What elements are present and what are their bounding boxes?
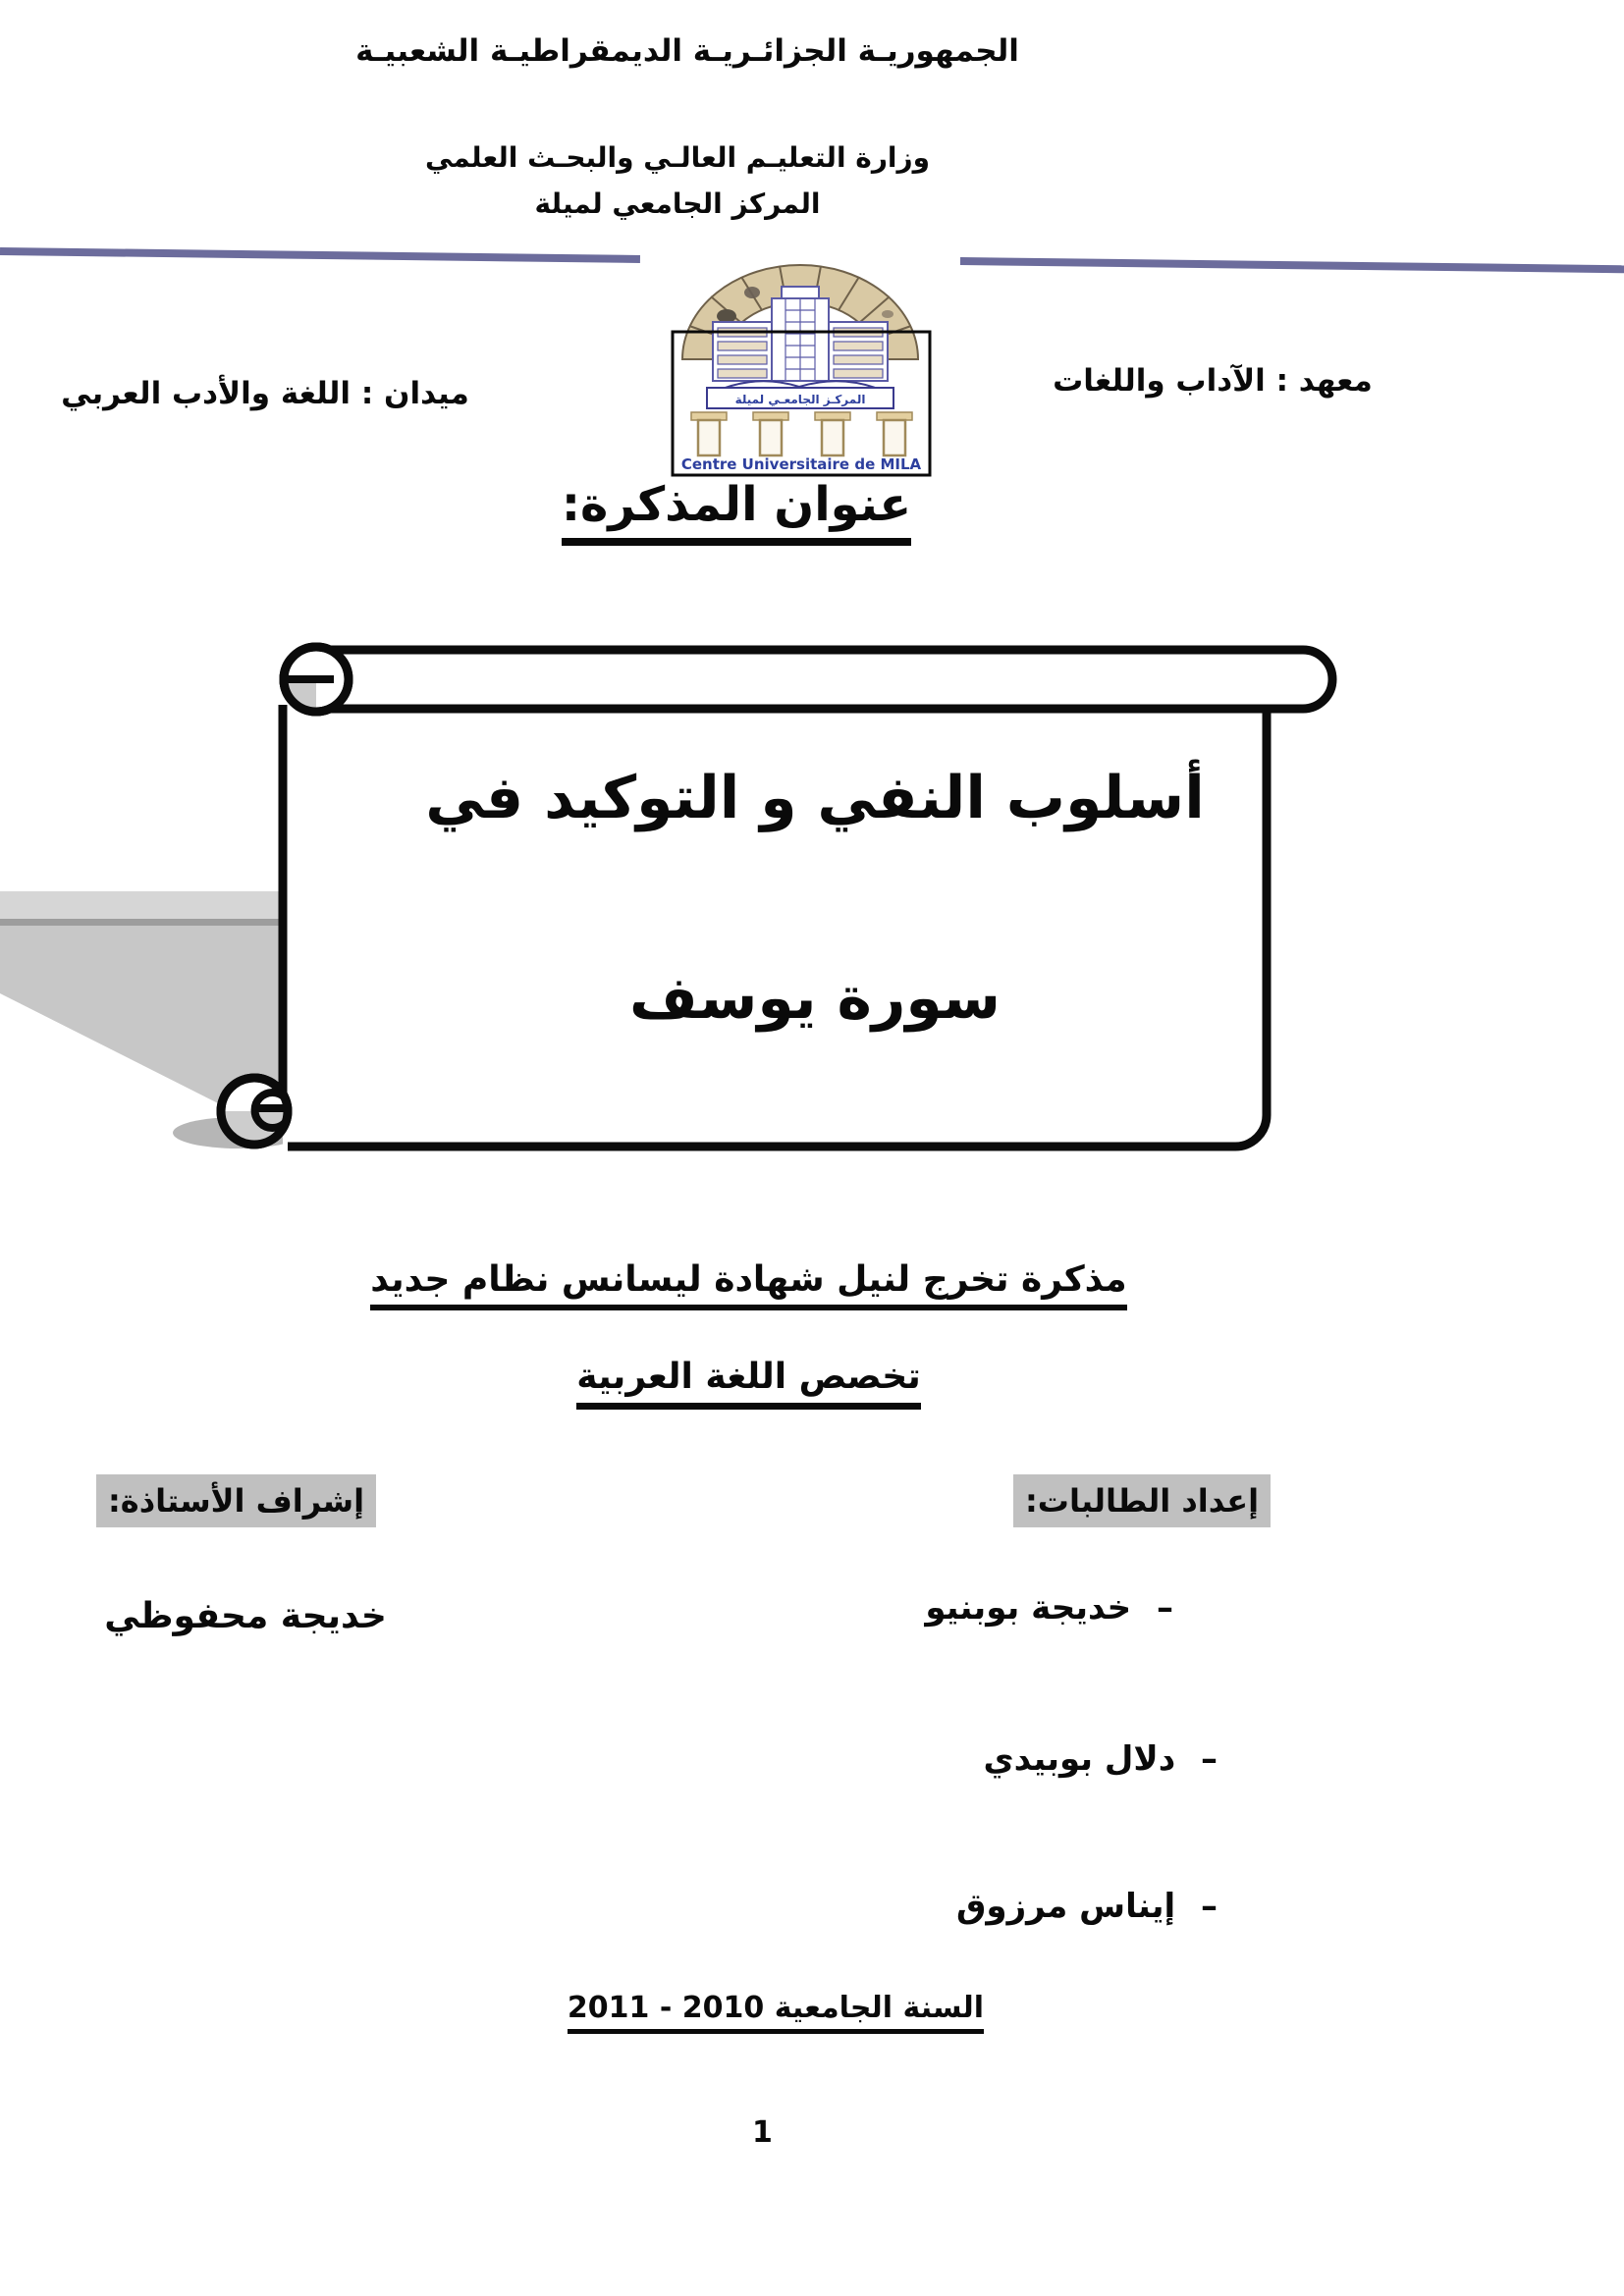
- arch-blotch: [717, 309, 736, 323]
- student-name: خديجة بوبنيو: [925, 1588, 1132, 1628]
- building-tower-cap: [782, 287, 819, 298]
- scroll-top-roll: [284, 650, 1332, 709]
- supervisor-label: إشراف الأستاذة:: [96, 1474, 376, 1527]
- student-item: [984, 1739, 1218, 1779]
- degree-line1-wrap: [0, 1259, 1497, 1310]
- dash-bullet: –: [1201, 1887, 1218, 1926]
- dash-bullet: –: [1157, 1588, 1173, 1628]
- logo-banner-text: المركـز الجامعـي لميلة: [734, 393, 866, 406]
- university-logo: [652, 257, 943, 499]
- logo-caption: Centre Universitaire de MILA: [680, 455, 922, 473]
- ministry-title: وزارة التعليـم العالـي والبحـث العلمي: [424, 141, 931, 174]
- academic-year-wrap: [0, 1991, 1551, 2034]
- top-rule-left: [0, 247, 640, 263]
- students-prep-label: إعداد الطالبات:: [1013, 1474, 1271, 1527]
- thesis-title-line2: سورة يوسف: [628, 964, 1001, 1033]
- scroll-shadow-line: [0, 919, 283, 926]
- degree-line2-wrap: [0, 1357, 1497, 1410]
- thesis-title-line1: أسلوب النفي و التوكيد في: [425, 764, 1205, 832]
- columns-icon: [691, 412, 912, 455]
- memo-title-heading: [0, 477, 1473, 546]
- scroll-body: [283, 687, 1267, 1147]
- degree-line1: مذكرة تخرج لنيل شهادة ليسانس نظام جديد: [370, 1259, 1126, 1310]
- memo-title-text: عنوان المذكرة:: [562, 477, 911, 546]
- dash-bullet: –: [1201, 1739, 1218, 1779]
- student-item: [956, 1887, 1218, 1926]
- field-line: ميدان : اللغة والأدب العربي: [61, 376, 469, 411]
- university-center-title: المركز الجامعي لميلة: [534, 187, 821, 220]
- student-name: دلال بوبيدي: [983, 1739, 1176, 1779]
- scroll-shape: [0, 628, 1375, 1178]
- republic-title: الجمهوريـة الجزائـريـة الديمقراطيـة الشعبيـة: [355, 33, 1019, 69]
- supervisor-name: خديجة محفوظي: [104, 1596, 387, 1636]
- academic-year: السنة الجامعية 2010 - 2011: [568, 1991, 984, 2034]
- top-rule-right: [960, 257, 1624, 273]
- arch-blotch: [882, 310, 893, 318]
- degree-line2: تخصص اللغة العربية: [576, 1357, 920, 1410]
- page-number: 1: [752, 2115, 773, 2150]
- arch-blotch: [744, 287, 760, 298]
- student-name: إيناس مرزوق: [956, 1887, 1176, 1926]
- student-item: [925, 1588, 1173, 1628]
- institute-line: معهد : الآداب واللغات: [1053, 363, 1373, 399]
